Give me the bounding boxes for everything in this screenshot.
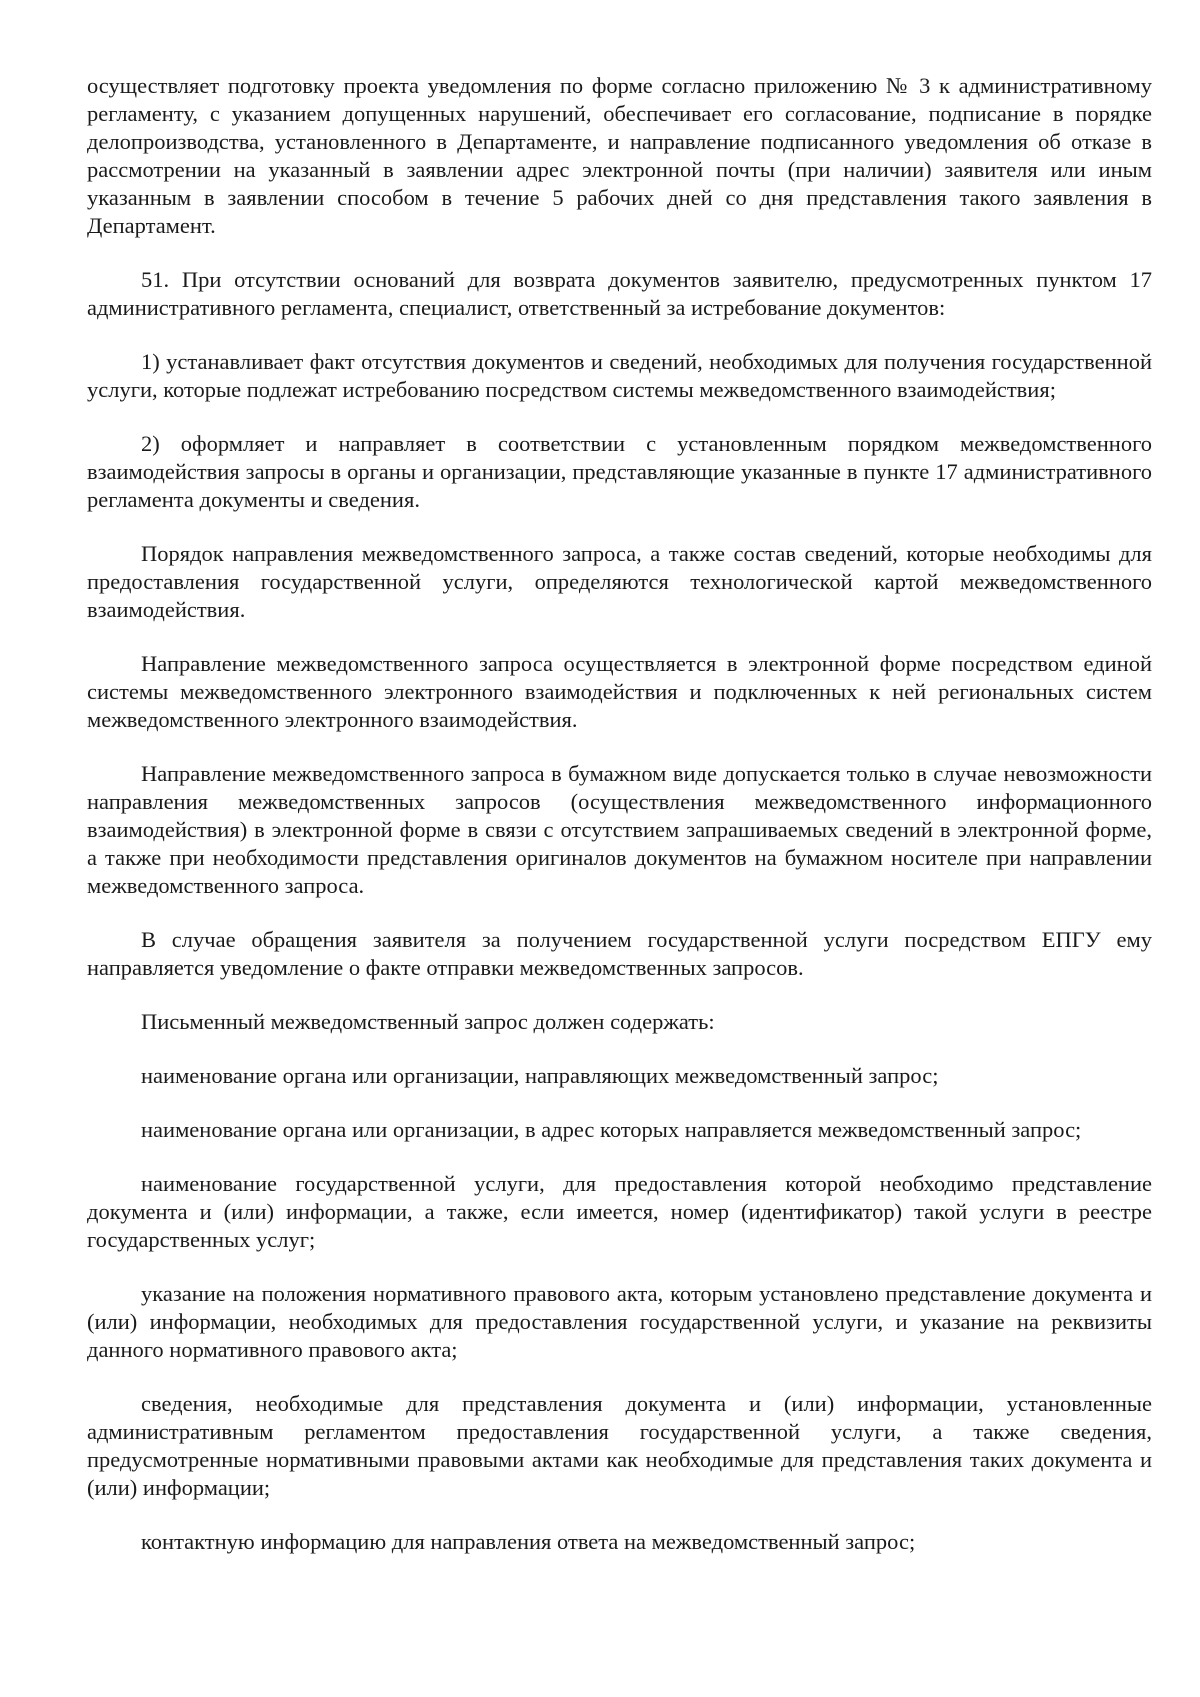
paragraph-request-contents: Письменный межведомственный запрос должен содержать: xyxy=(141,1009,715,1034)
paragraph-continuation: осуществляет подготовку проекта уведомления по форме согласно приложению № 3 к административному регламенту, с указанием допущенных нарушений, обеспечивает его согласование, подписание в порядке делопроизводства, установленного в Департаменте, и направление подписанного уведомления об отказе в рассмотрении на указанный в заявлении адрес электронной почты (при наличии) заявителя или иным указанным в заявлении способом в течение 5 рабочих дней со дня представления такого заявления в Департамент. xyxy=(87,73,1152,238)
list-item-contact-info: контактную информацию для направления ответа на межведомственный запрос; xyxy=(141,1529,916,1554)
paragraph-paper-request: Направление межведомственного запроса в бумажном виде допускается только в случае невозможности направления межведомственных запросов (осуществления межведомственного информационного взаимодействия) в электронной форме в связи с отсутствием запрашиваемых сведений в электронной форме, а также при необходимости представления оригиналов документов на бумажном носителе при направлении межведомственного запроса. xyxy=(87,761,1152,898)
list-item-legal-act: указание на положения нормативного правового акта, которым установлено представление документа и (или) информации, необходимых для предоставления государственной услуги, и указание на реквизиты данного нормативного правового акта; xyxy=(87,1281,1152,1362)
paragraph-item-51: 51. При отсутствии оснований для возврата документов заявителю, предусмотренных пунктом 17 административного регламента, специалист, ответственный за истребование документов: xyxy=(87,267,1152,320)
paragraph-request-procedure: Порядок направления межведомственного запроса, а также состав сведений, которые необходимы для предоставления государственной услуги, определяются технологической картой межведомственного взаимодействия. xyxy=(87,541,1152,622)
paragraph-electronic-request: Направление межведомственного запроса осуществляется в электронной форме посредством единой системы межведомственного электронного взаимодействия и подключенных к ней региональных систем межведомственного электронного взаимодействия. xyxy=(87,651,1152,732)
paragraph-epgu-notification: В случае обращения заявителя за получением государственной услуги посредством ЕПГУ ему направляется уведомление о факте отправки межведомственных запросов. xyxy=(87,927,1152,980)
paragraph-subitem-2: 2) оформляет и направляет в соответствии с установленным порядком межведомственного взаимодействия запросы в органы и организации, представляющие указанные в пункте 17 административного регламента документы и сведения. xyxy=(87,431,1152,512)
list-item-required-info: сведения, необходимые для представления документа и (или) информации, установленные административным регламентом предоставления государственной услуги, а также сведения, предусмотренные нормативными правовыми актами как необходимые для представления таких документа и (или) информации; xyxy=(87,1391,1152,1500)
paragraph-subitem-1: 1) устанавливает факт отсутствия документов и сведений, необходимых для получения государственной услуги, которые подлежат истребованию посредством системы межведомственного взаимодействия; xyxy=(87,349,1152,402)
list-item-sender-name: наименование органа или организации, направляющих межведомственный запрос; xyxy=(141,1063,939,1088)
list-item-service-name: наименование государственной услуги, для предоставления которой необходимо представление документа и (или) информации, а также, если имеется, номер (идентификатор) такой услуги в реестре государственных услуг; xyxy=(87,1171,1152,1252)
list-item-recipient-name: наименование органа или организации, в адрес которых направляется межведомственный запрос; xyxy=(141,1117,1082,1142)
